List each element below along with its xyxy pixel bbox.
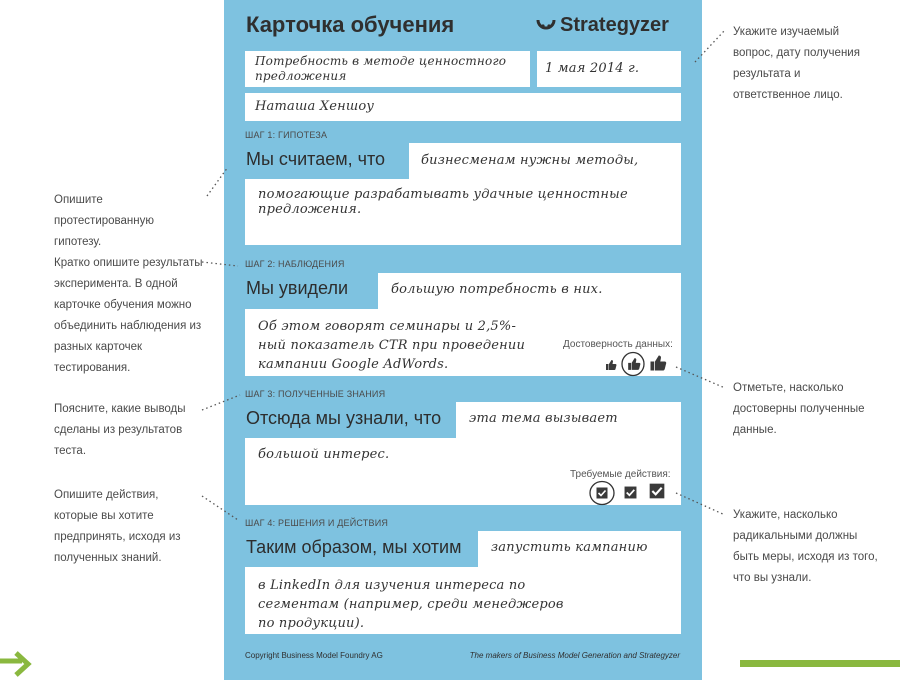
step3-text-rest: большой интерес. xyxy=(258,447,390,462)
arrow-right-icon xyxy=(0,650,40,678)
connector-actions xyxy=(202,496,238,520)
reliability-label: Достоверность данных: xyxy=(563,339,673,350)
step1-label: ШАГ 1: ГИПОТЕЗА xyxy=(245,130,328,140)
date-text: 1 мая 2014 г. xyxy=(545,61,640,76)
connector-top-right xyxy=(695,30,725,62)
card-title: Карточка обучения xyxy=(246,12,455,37)
step4-heading: Таким образом, мы хотим xyxy=(246,537,462,557)
step4-text-rest: в LinkedIn для изучения интереса по сегментам (например, среди менеджеров по продукции). xyxy=(258,578,564,631)
step3-heading: Отсюда мы узнали, что xyxy=(246,408,442,428)
footer-tagline: The makers of Business Model Generation and Strategyzer xyxy=(469,651,680,660)
annotation-reliability: Отметьте, насколько достоверны полученные данные. xyxy=(733,382,865,436)
step2-text-rest: Об этом говорят семинары и 2,5%-ный показатель CTR при проведении кампании Google AdWords. xyxy=(258,319,526,372)
step2-label: ШАГ 2: НАБЛЮДЕНИЯ xyxy=(245,259,345,269)
brand-name: Strategyzer xyxy=(560,14,669,36)
connector-hypothesis xyxy=(207,167,228,196)
connector-reliability xyxy=(676,367,725,388)
step2-text-first: большую потребность в них. xyxy=(391,282,603,297)
connector-learnings xyxy=(202,395,240,410)
person-text: Наташа Хеншоу xyxy=(255,99,375,114)
green-bar xyxy=(740,660,900,667)
annotation-hypothesis: Опишите протестированную гипотезу. xyxy=(54,194,154,248)
step1-text-first: бизнесменам нужны методы, xyxy=(421,153,639,168)
step1-text-rest: помогающие разрабатывать удачные ценностные предложения. xyxy=(258,187,628,217)
connector-action-level xyxy=(676,493,725,515)
step1-heading: Мы считаем, что xyxy=(246,149,386,169)
annotation-action-level: Укажите, насколько радикальными должны быть меры, исходя из того, что вы узнали. xyxy=(733,509,878,584)
step3-label: ШАГ 3: ПОЛУЧЕННЫЕ ЗНАНИЯ xyxy=(245,389,386,399)
topic-text: Потребность в методе ценностного предложения xyxy=(255,54,507,83)
step2-heading: Мы увидели xyxy=(246,278,349,298)
annotation-learnings: Поясните, какие выводы сделаны из результатов теста. xyxy=(54,403,186,457)
action-label: Требуемые действия: xyxy=(570,469,671,480)
step4-text-first: запустить кампанию xyxy=(491,540,648,555)
footer-copyright: Copyright Business Model Foundry AG xyxy=(245,651,383,660)
annotation-top-right: Укажите изучаемый вопрос, дату получения результата и ответственное лицо. xyxy=(733,26,860,101)
annotation-observation: Кратко опишите результаты эксперимента. В одной карточке обучения можно объединить наблюдения из разных карточек тестирования. xyxy=(54,257,203,374)
connector-observation xyxy=(202,262,238,266)
step3-text-first: эта тема вызывает xyxy=(469,411,618,426)
annotation-actions: Опишите действия, которые вы хотите предпринять, исходя из полученных знаний. xyxy=(54,489,181,564)
step4-label: ШАГ 4: РЕШЕНИЯ И ДЕЙСТВИЯ xyxy=(245,518,389,528)
